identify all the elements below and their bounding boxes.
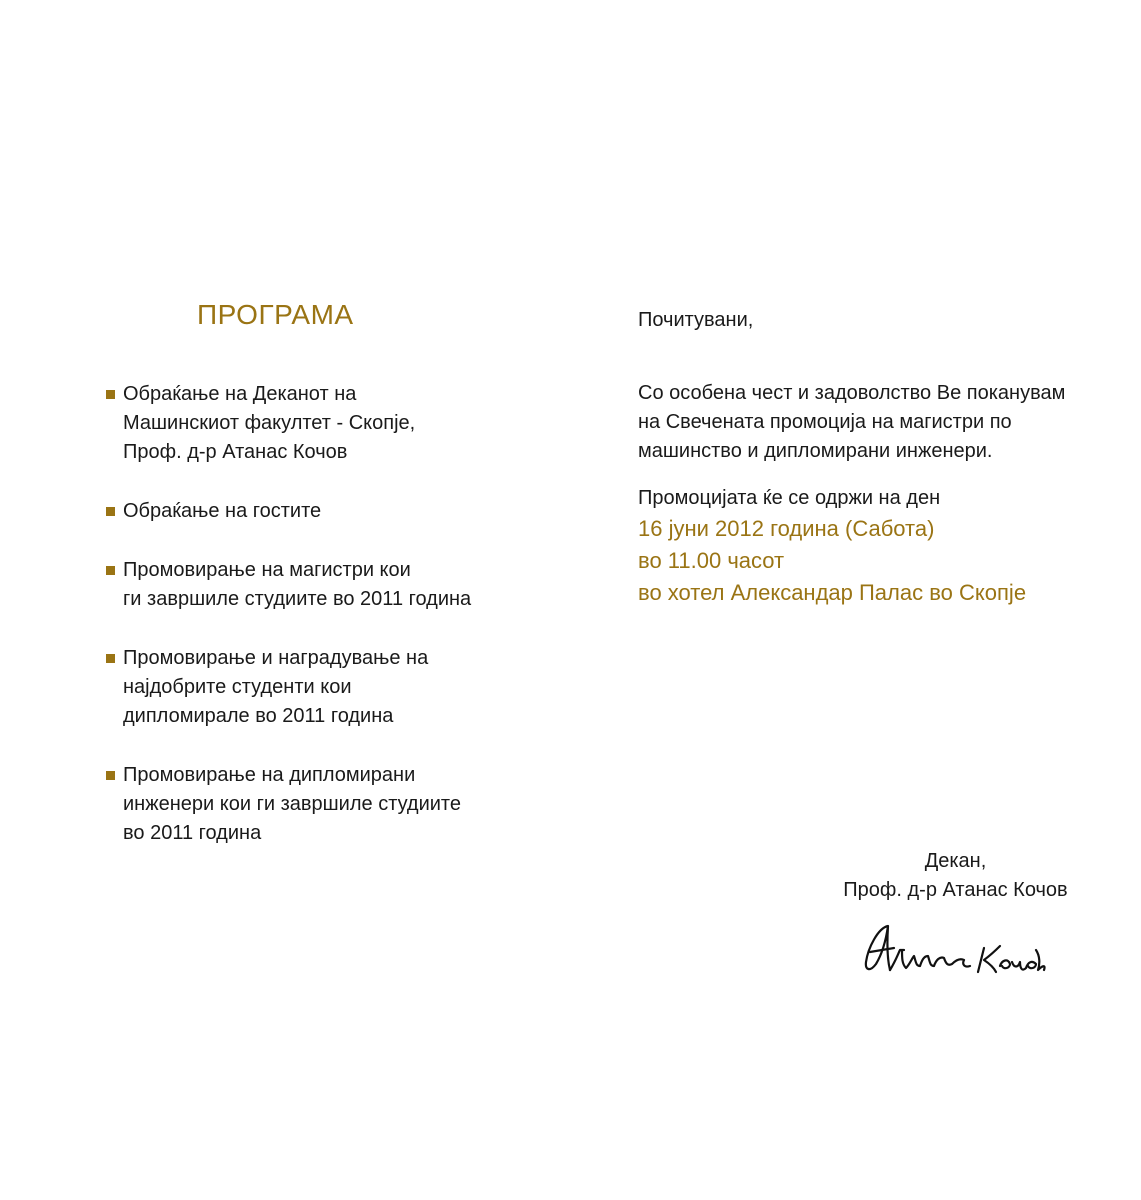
program-item-line: Обраќање на гостите bbox=[123, 500, 322, 522]
program-item-line: најдобрите студенти кои bbox=[123, 676, 352, 698]
event-time: во 11.00 часот bbox=[638, 548, 785, 573]
event-date: 16 јуни 2012 година (Сабота) bbox=[638, 516, 935, 541]
program-item-line: Промовирање на магистри кои bbox=[123, 559, 411, 581]
program-item bbox=[105, 380, 565, 467]
program-title: ПРОГРАМА bbox=[197, 299, 354, 330]
program-item-line: Промовирање на дипломирани bbox=[123, 764, 416, 786]
program-item-line: Проф. д-р Атанас Кочов bbox=[123, 441, 348, 463]
event-venue: во хотел Александар Палас во Скопје bbox=[638, 580, 1027, 605]
program-item bbox=[105, 644, 565, 731]
program-item-line: Обраќање на Деканот на bbox=[123, 383, 357, 405]
handwritten-signature bbox=[860, 920, 1050, 985]
program-item bbox=[105, 761, 565, 848]
square-bullet-icon bbox=[106, 390, 115, 399]
invitation-line: на Свечената промоција на магистри по bbox=[638, 411, 1012, 433]
program-item-line: дипломирале во 2011 година bbox=[123, 705, 394, 727]
square-bullet-icon bbox=[106, 507, 115, 516]
invitation-line: Со особена чест и задоволство Ве поканувам bbox=[638, 382, 1066, 404]
invitation-line: машинство и дипломирани инженери. bbox=[638, 440, 993, 462]
signatory-role: Декан, bbox=[924, 850, 987, 872]
program-item-line: Машинскиот факултет - Скопје, bbox=[123, 412, 416, 434]
invitation-text bbox=[638, 379, 1098, 466]
signature-block bbox=[843, 847, 1068, 905]
program-item-line: Промовирање и наградување на bbox=[123, 647, 429, 669]
program-item-line: во 2011 година bbox=[123, 822, 262, 844]
signatory-name: Проф. д-р Атанас Кочов bbox=[843, 879, 1068, 901]
square-bullet-icon bbox=[106, 566, 115, 575]
square-bullet-icon bbox=[106, 654, 115, 663]
invitation-letter bbox=[638, 306, 1098, 609]
event-details bbox=[638, 484, 1098, 609]
event-intro: Промоцијата ќе се одржи на ден bbox=[638, 487, 941, 509]
program-list bbox=[105, 380, 565, 878]
program-item-line: инженери кои ги завршиле студиите bbox=[123, 793, 461, 815]
program-item-line: ги завршиле студиите во 2011 година bbox=[123, 588, 472, 610]
program-item bbox=[105, 497, 565, 526]
square-bullet-icon bbox=[106, 771, 115, 780]
program-item bbox=[105, 556, 565, 614]
salutation: Почитувани, bbox=[638, 309, 754, 331]
